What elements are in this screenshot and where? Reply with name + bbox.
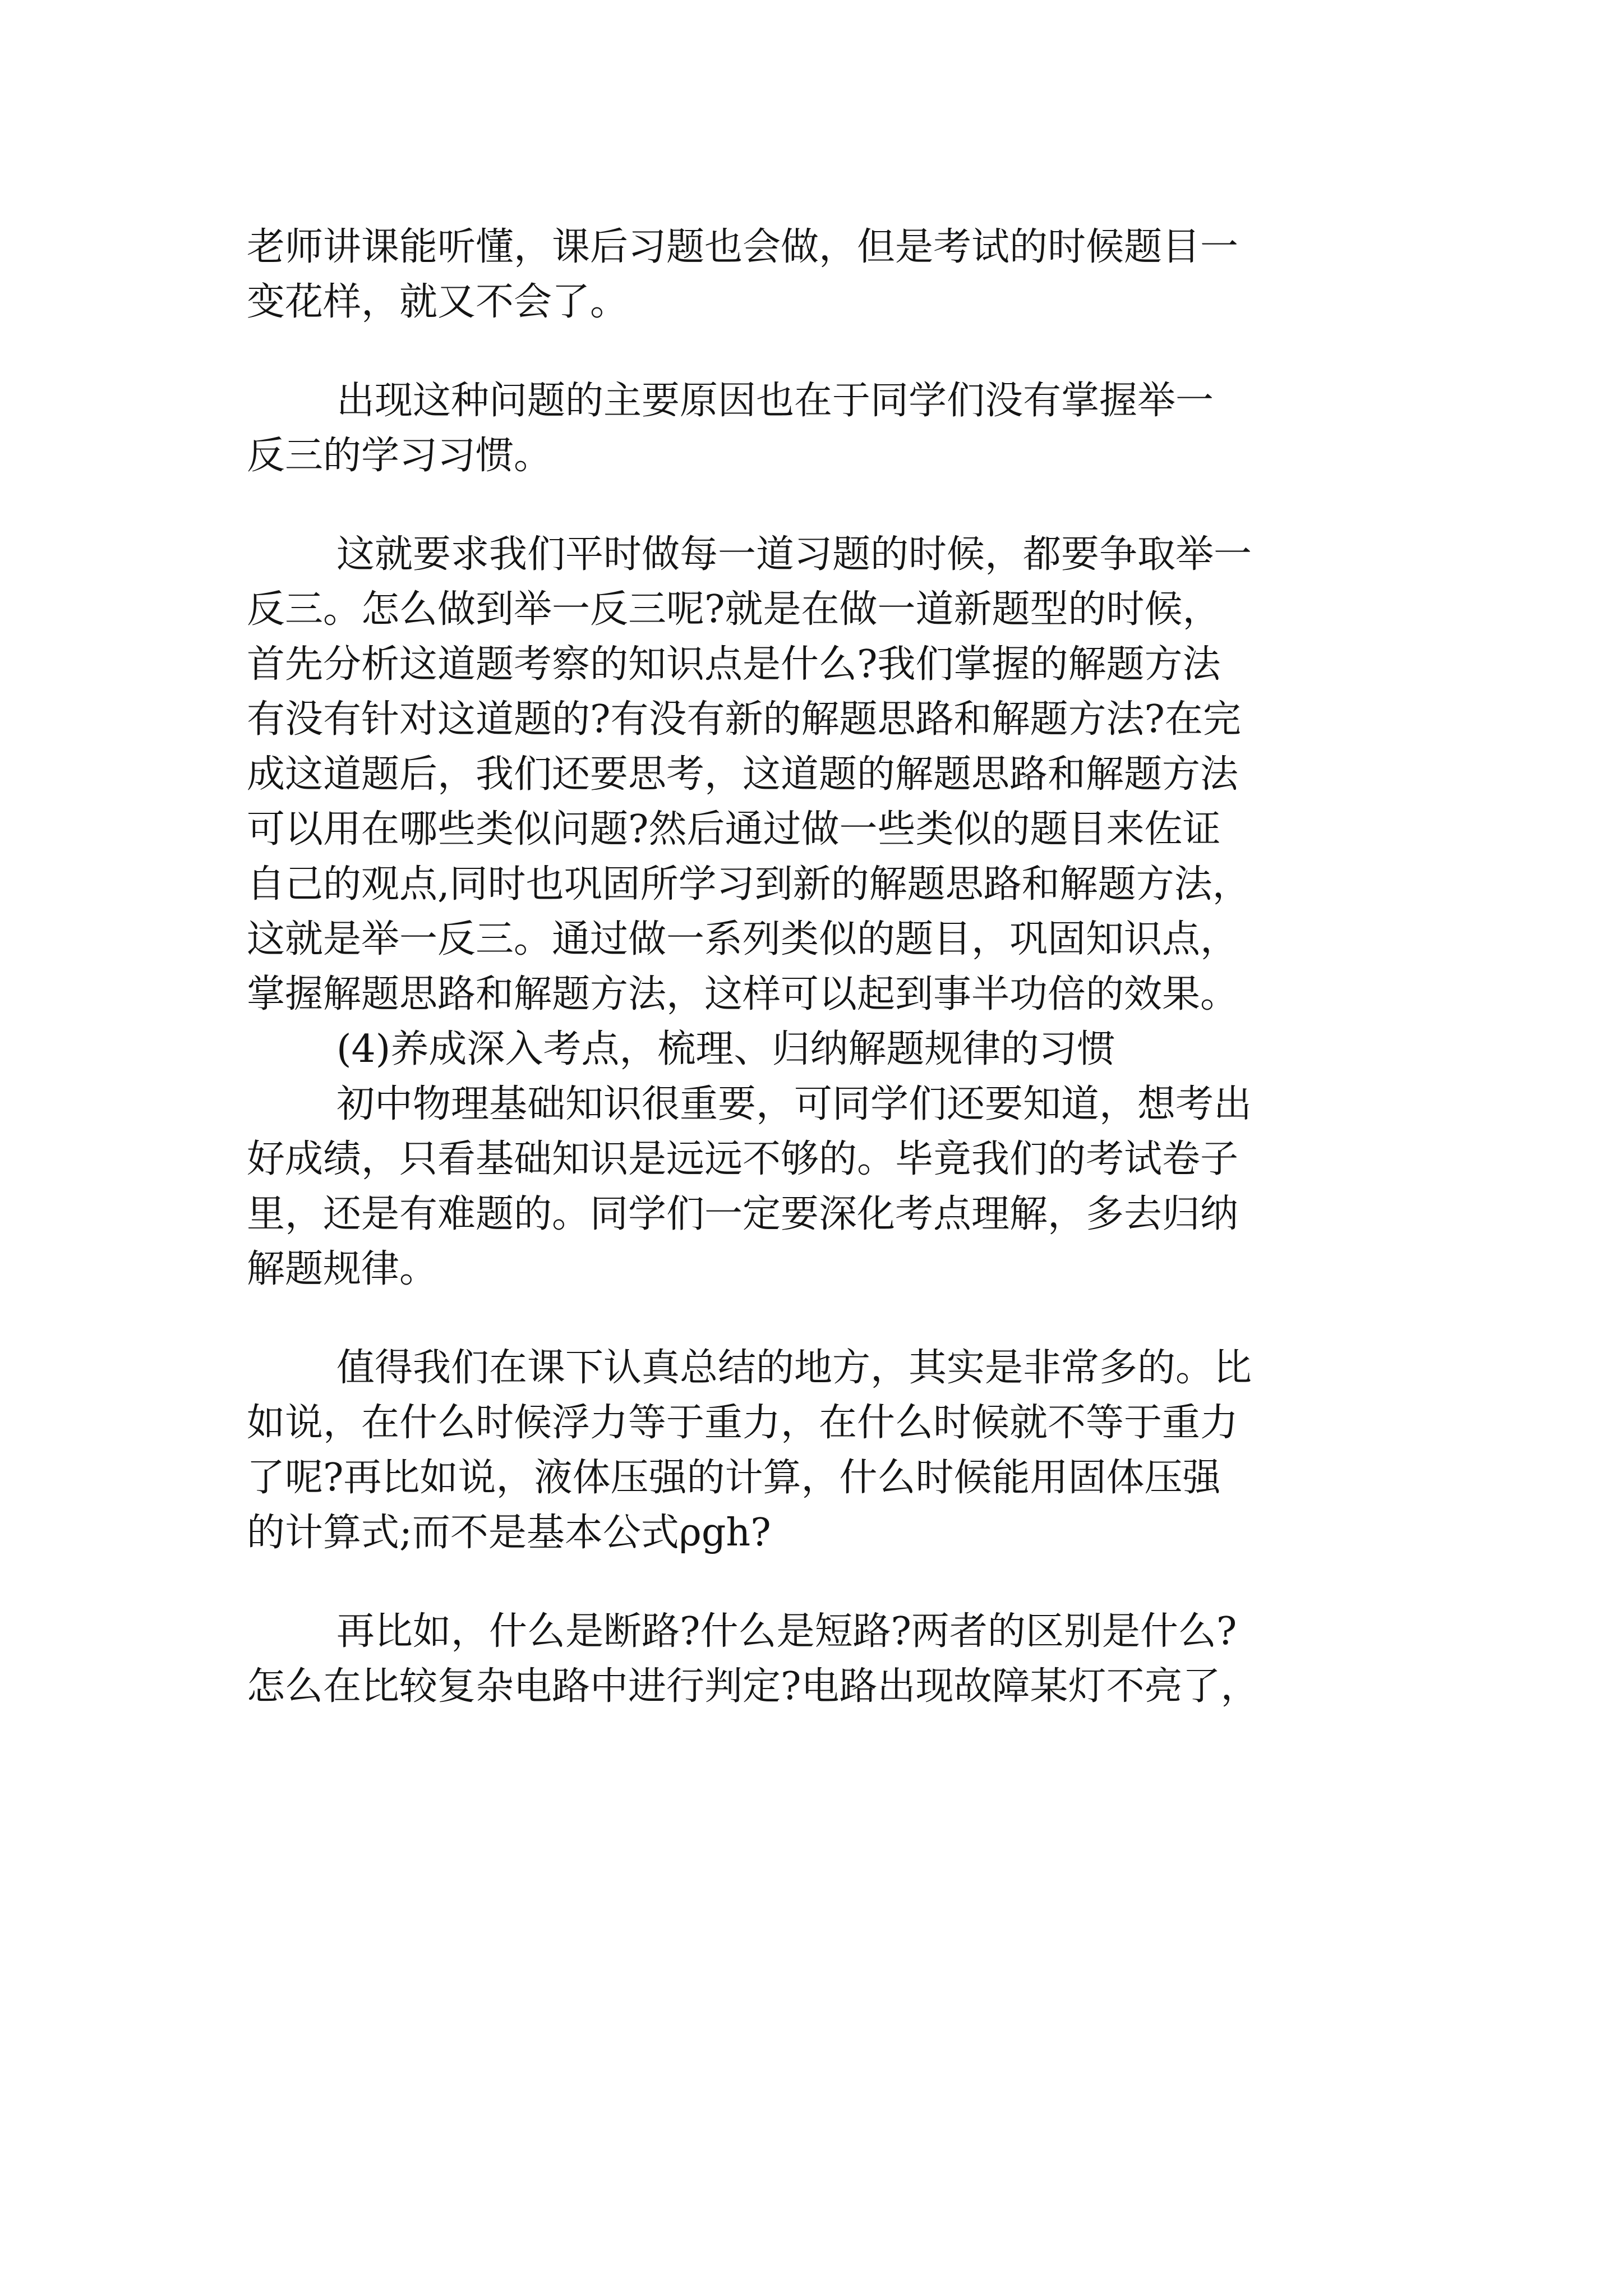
text-line: 出现这种问题的主要原因也在于同学们没有掌握举一 [336, 379, 1214, 423]
paragraph [247, 1077, 1391, 1297]
text-line: 值得我们在课下认真总结的地方，其实是非常多的。比 [336, 1346, 1252, 1390]
text-line: 反三的学习习惯。 [247, 434, 552, 478]
paragraph [247, 220, 1391, 330]
section-heading [247, 1022, 1391, 1077]
text-line: 如说，在什么时候浮力等于重力，在什么时候就不等于重力 [247, 1401, 1239, 1445]
text-line: 首先分析这道题考察的知识点是什么?我们掌握的解题方法 [247, 642, 1221, 687]
text-line: 反三。怎么做到举一反三呢?就是在做一道新题型的时候， [247, 587, 1221, 632]
paragraph [247, 527, 1391, 1022]
paragraph [247, 374, 1391, 484]
text-line: 这就是举一反三。通过做一系列类似的题目，巩固知识点， [247, 917, 1239, 961]
text-line: 初中物理基础知识很重要，可同学们还要知道，想考出 [336, 1082, 1252, 1126]
paragraph [247, 1604, 1391, 1714]
text-line: 可以用在哪些类似问题?然后通过做一些类似的题目来佐证 [247, 807, 1221, 852]
text-line: 老师讲课能听懂，课后习题也会做，但是考试的时候题目一 [247, 225, 1239, 269]
text-line: 解题规律。 [247, 1247, 438, 1291]
text-line: 变花样，就又不会了。 [247, 280, 629, 324]
text-line: 怎么在比较复杂电路中进行判定?电路出现故障某灯不亮了， [247, 1664, 1259, 1709]
text-line: 再比如，什么是断路?什么是短路?两者的区别是什么? [336, 1609, 1237, 1654]
text-line: 好成绩，只看基础知识是远远不够的。毕竟我们的考试卷子 [247, 1137, 1239, 1181]
text-line: 掌握解题思路和解题方法，这样可以起到事半功倍的效果。 [247, 972, 1239, 1016]
text-line: 自己的观点,同时也巩固所学习到新的解题思路和解题方法， [247, 862, 1251, 907]
text-line: 的计算式;而不是基本公式ρgh? [247, 1511, 771, 1555]
text-line: 有没有针对这道题的?有没有新的解题思路和解题方法?在完 [247, 697, 1241, 742]
text-line: 成这道题后，我们还要思考，这道题的解题思路和解题方法 [247, 752, 1239, 797]
text-line: (4)养成深入考点，梳理、归纳解题规律的习惯 [336, 1027, 1115, 1071]
paragraph [247, 1341, 1391, 1561]
text-line: 里，还是有难题的。同学们一定要深化考点理解，多去归纳 [247, 1192, 1239, 1236]
text-line: 了呢?再比如说，液体压强的计算，什么时候能用固体压强 [247, 1456, 1221, 1500]
text-line: 这就要求我们平时做每一道习题的时候，都要争取举一 [336, 532, 1252, 577]
document-body [247, 220, 1391, 1714]
